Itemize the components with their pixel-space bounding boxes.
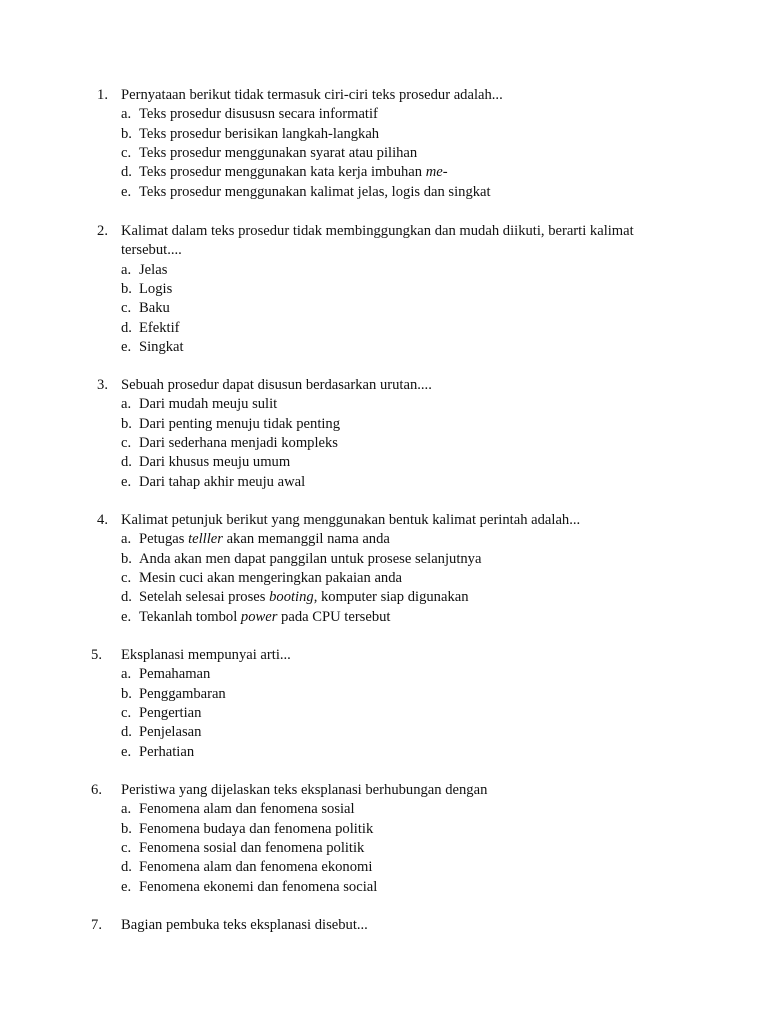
option-letter: e. (121, 183, 132, 200)
option-text: Dari mudah meuju sulit (139, 396, 278, 413)
option-letter: e. (121, 473, 132, 490)
option-text: Teks prosedur menggunakan kata kerja imbuhan me- (139, 164, 448, 181)
question-number: 1. (97, 87, 108, 103)
option-letter: d. (121, 319, 132, 336)
question-number: 3. (97, 377, 108, 393)
question-text: Sebuah prosedur dapat disusun berdasarkan urutan.... (121, 377, 432, 393)
question-text: Kalimat petunjuk berikut yang menggunakan bentuk kalimat perintah adalah... (121, 512, 581, 528)
option-text: Fenomena alam dan fenomena sosial (139, 801, 355, 818)
option-text: Pengertian (139, 705, 202, 722)
option-text: Efektif (139, 319, 180, 336)
option-text: Teks prosedur disususn secara informatif (139, 106, 378, 123)
option-letter: a. (121, 396, 132, 413)
option-text: Petugas telller akan memanggil nama anda (139, 531, 390, 548)
option-letter: b. (121, 125, 132, 142)
option-letter: c. (121, 840, 132, 857)
option-text: Anda akan men dapat panggilan untuk prosese selanjutnya (139, 550, 482, 567)
option-text: Singkat (139, 339, 184, 356)
option-text: Perhatian (139, 743, 195, 760)
option-letter: b. (121, 415, 132, 432)
question-text: Peristiwa yang dijelaskan teks eksplanasi berhubungan dengan (121, 782, 488, 798)
option-text: Logis (139, 281, 173, 298)
option-letter: c. (121, 570, 132, 587)
option-letter: d. (121, 859, 132, 876)
option-text: Penjelasan (139, 724, 202, 741)
question-number: 6. (91, 782, 102, 798)
option-letter: b. (121, 550, 132, 567)
question-text: tersebut.... (121, 242, 182, 259)
option-text: Fenomena alam dan fenomena ekonomi (139, 859, 373, 876)
option-text: Fenomena budaya dan fenomena politik (139, 820, 374, 837)
question-text: Kalimat dalam teks prosedur tidak membinggungkan dan mudah diikuti, berarti kalimat (121, 223, 634, 239)
option-letter: d. (121, 454, 132, 471)
option-letter: b. (121, 685, 132, 702)
option-text: Penggambaran (139, 685, 226, 702)
question-number: 5. (91, 647, 102, 663)
option-text: Dari sederhana menjadi kompleks (139, 435, 338, 452)
option-text: Dari tahap akhir meuju awal (139, 473, 306, 490)
option-letter: d. (121, 724, 132, 741)
option-letter: d. (121, 589, 132, 606)
option-text: Teks prosedur berisikan langkah-langkah (139, 125, 380, 142)
option-text: Fenomena sosial dan fenomena politik (139, 840, 365, 857)
option-letter: c. (121, 145, 132, 162)
question-text: Bagian pembuka teks eksplanasi disebut... (121, 917, 368, 933)
option-text: Setelah selesai proses booting, komputer siap digunakan (139, 589, 469, 606)
question-text: Eksplanasi mempunyai arti... (121, 647, 291, 663)
option-text: Jelas (139, 261, 168, 278)
option-text: Mesin cuci akan mengeringkan pakaian anda (139, 570, 402, 587)
option-letter: a. (121, 261, 132, 278)
option-letter: e. (121, 339, 132, 356)
option-text: Pemahaman (139, 666, 211, 683)
option-text: Teks prosedur menggunakan syarat atau pilihan (139, 145, 418, 162)
question-text: Pernyataan berikut tidak termasuk ciri-ciri teks prosedur adalah... (121, 87, 503, 103)
option-letter: b. (121, 820, 132, 837)
option-text: Fenomena ekonemi dan fenomena social (139, 878, 378, 895)
option-letter: c. (121, 435, 132, 452)
option-text: Tekanlah tombol power pada CPU tersebut (139, 608, 391, 625)
option-letter: d. (121, 164, 132, 181)
question-number: 4. (97, 512, 108, 528)
option-letter: c. (121, 300, 132, 317)
option-letter: e. (121, 608, 132, 625)
option-text: Dari khusus meuju umum (139, 454, 291, 471)
option-letter: b. (121, 281, 132, 298)
option-letter: a. (121, 666, 132, 683)
option-text: Baku (139, 300, 170, 317)
option-letter: a. (121, 106, 132, 123)
option-letter: e. (121, 743, 132, 760)
option-text: Dari penting menuju tidak penting (139, 415, 341, 432)
option-letter: e. (121, 878, 132, 895)
question-number: 7. (91, 917, 102, 933)
option-letter: c. (121, 705, 132, 722)
question-number: 2. (97, 223, 108, 239)
option-letter: a. (121, 801, 132, 818)
option-text: Teks prosedur menggunakan kalimat jelas, logis dan singkat (139, 183, 491, 200)
option-letter: a. (121, 531, 132, 548)
